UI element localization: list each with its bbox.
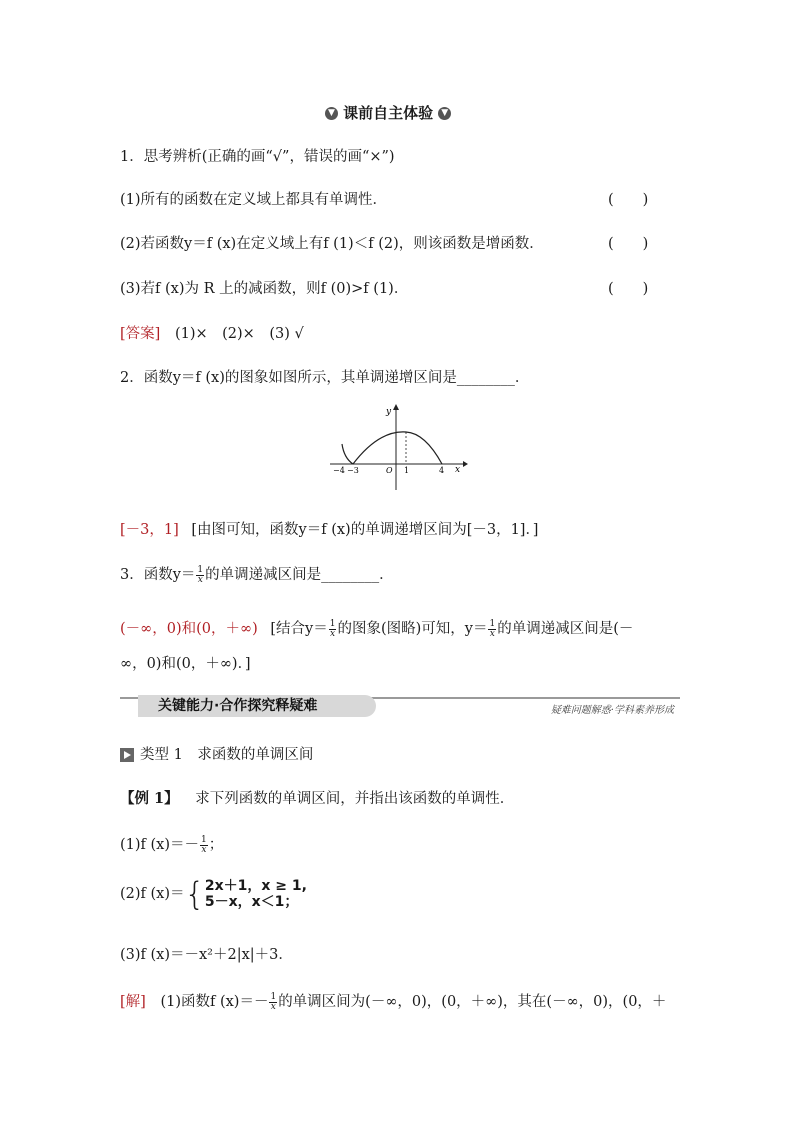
frac-num: 1 <box>489 618 496 629</box>
example-text: 求下列函数的单调区间，并指出该函数的单调性． <box>195 791 515 807</box>
q2-answer-explanation: [由图可知，函数y＝f (x)的单调递增区间为[－3，1]．] <box>191 522 539 538</box>
frac-num: 1 <box>197 564 204 575</box>
tick-label-neg4: −4 <box>333 466 345 475</box>
frac-den: x <box>201 844 207 855</box>
q3-stem-pre: 3．函数y＝ <box>120 567 196 583</box>
p1-post: ； <box>208 837 224 853</box>
p1-pre: (1)f (x)＝－ <box>120 837 200 853</box>
tick-label-4: 4 <box>439 466 445 475</box>
section-header <box>325 102 451 123</box>
fraction-1-over-x <box>269 993 277 1012</box>
tick-label-origin: O <box>386 466 393 475</box>
q1-item-3: (3)若f (x)为 R 上的减函数，则f (0)>f (1)． <box>120 281 409 297</box>
q3-answer-part2: 的图象(图略)可知，y＝ <box>337 621 488 637</box>
function-curve <box>342 432 442 464</box>
fraction-1-over-x <box>196 566 204 585</box>
example-1 <box>120 787 514 808</box>
frac-den: x <box>489 628 495 639</box>
y-axis-label: y <box>386 407 392 417</box>
play-icon <box>120 748 134 762</box>
q1-answer <box>120 322 304 343</box>
type-heading <box>120 743 313 764</box>
q1-stem: 1．思考辨析(正确的画“√”，错误的画“×”) <box>120 149 395 165</box>
answer-tag: [答案] <box>120 326 161 342</box>
fraction-1-over-x <box>488 620 496 639</box>
q1-item-3-blank: ( ) <box>608 281 649 297</box>
x-axis-label: x <box>455 465 461 475</box>
frac-num: 1 <box>201 834 207 845</box>
q1-item-2-blank: ( ) <box>608 236 649 252</box>
solution-post: 的单调区间为(－∞，0)，(0，＋∞)，其在(－∞，0)，(0，＋ <box>278 994 667 1010</box>
solution-pre: (1)函数f (x)＝－ <box>160 994 269 1010</box>
frac-den: x <box>330 628 336 639</box>
x-axis-arrow <box>463 461 468 467</box>
chevron-down-icon: ▼ <box>438 107 451 120</box>
q1-item-1-blank: ( ) <box>608 192 649 208</box>
answer-text: (1)× (2)× (3) √ <box>174 326 304 342</box>
q1-item-1: (1)所有的函数在定义域上都具有单调性． <box>120 192 388 208</box>
section-banner <box>120 695 680 715</box>
frac-den: x <box>270 1001 276 1012</box>
type-label: 类型 1 求函数的单调区间 <box>140 747 314 763</box>
section-title: 课前自主体验 <box>343 104 434 122</box>
q3-stem <box>120 563 394 585</box>
q3-answer-line1 <box>120 617 633 639</box>
frac-num: 1 <box>270 991 277 1002</box>
q2-stem: 2．函数y＝f (x)的图象如图所示，其单调递增区间是________． <box>120 370 530 386</box>
fraction-1-over-x <box>329 620 337 639</box>
chevron-down-icon: ▼ <box>325 107 338 120</box>
case-2: 5－x，x＜1； <box>204 894 299 910</box>
piecewise-cases <box>205 878 307 910</box>
function-graph <box>325 400 470 495</box>
q2-answer <box>120 518 538 539</box>
frac-den: x <box>197 574 203 585</box>
frac-num: 1 <box>329 618 336 629</box>
p2-pre: (2)f (x)＝ <box>120 886 185 902</box>
case-1: 2x＋1，x ≥ 1, <box>204 878 307 894</box>
example-tag: 【例 1】 <box>120 790 179 807</box>
q2-answer-interval: [－3，1] <box>120 522 179 538</box>
banner-subtitle: 疑难问题解惑·学科素养形成 <box>550 705 674 716</box>
fraction-1-over-x <box>200 836 208 855</box>
q3-answer-interval: (－∞，0)和(0，＋∞) <box>120 621 258 637</box>
y-axis-arrow <box>393 404 399 410</box>
q3-stem-post: 的单调递减区间是________． <box>205 567 394 583</box>
solution-line <box>120 990 666 1012</box>
q3-answer-part3: 的单调递减区间是(－ <box>497 621 634 637</box>
q1-item-2: (2)若函数y＝f (x)在定义域上有f (1)＜f (2)，则该函数是增函数． <box>120 236 544 252</box>
example-part-1 <box>120 833 223 855</box>
solution-tag: [解] <box>120 994 146 1010</box>
example-part-3: (3)f (x)＝－x²＋2|x|＋3． <box>120 947 293 963</box>
left-brace-icon: { <box>184 875 205 913</box>
tick-label-1: 1 <box>404 466 410 475</box>
q3-answer-part1: [结合y＝ <box>270 621 328 637</box>
banner-title: 关键能力·合作探究释疑难 <box>138 695 376 717</box>
tick-label-neg3: −3 <box>347 466 359 475</box>
example-part-2 <box>120 875 307 913</box>
q3-answer-line2: ∞，0)和(0，＋∞)．] <box>120 656 251 672</box>
